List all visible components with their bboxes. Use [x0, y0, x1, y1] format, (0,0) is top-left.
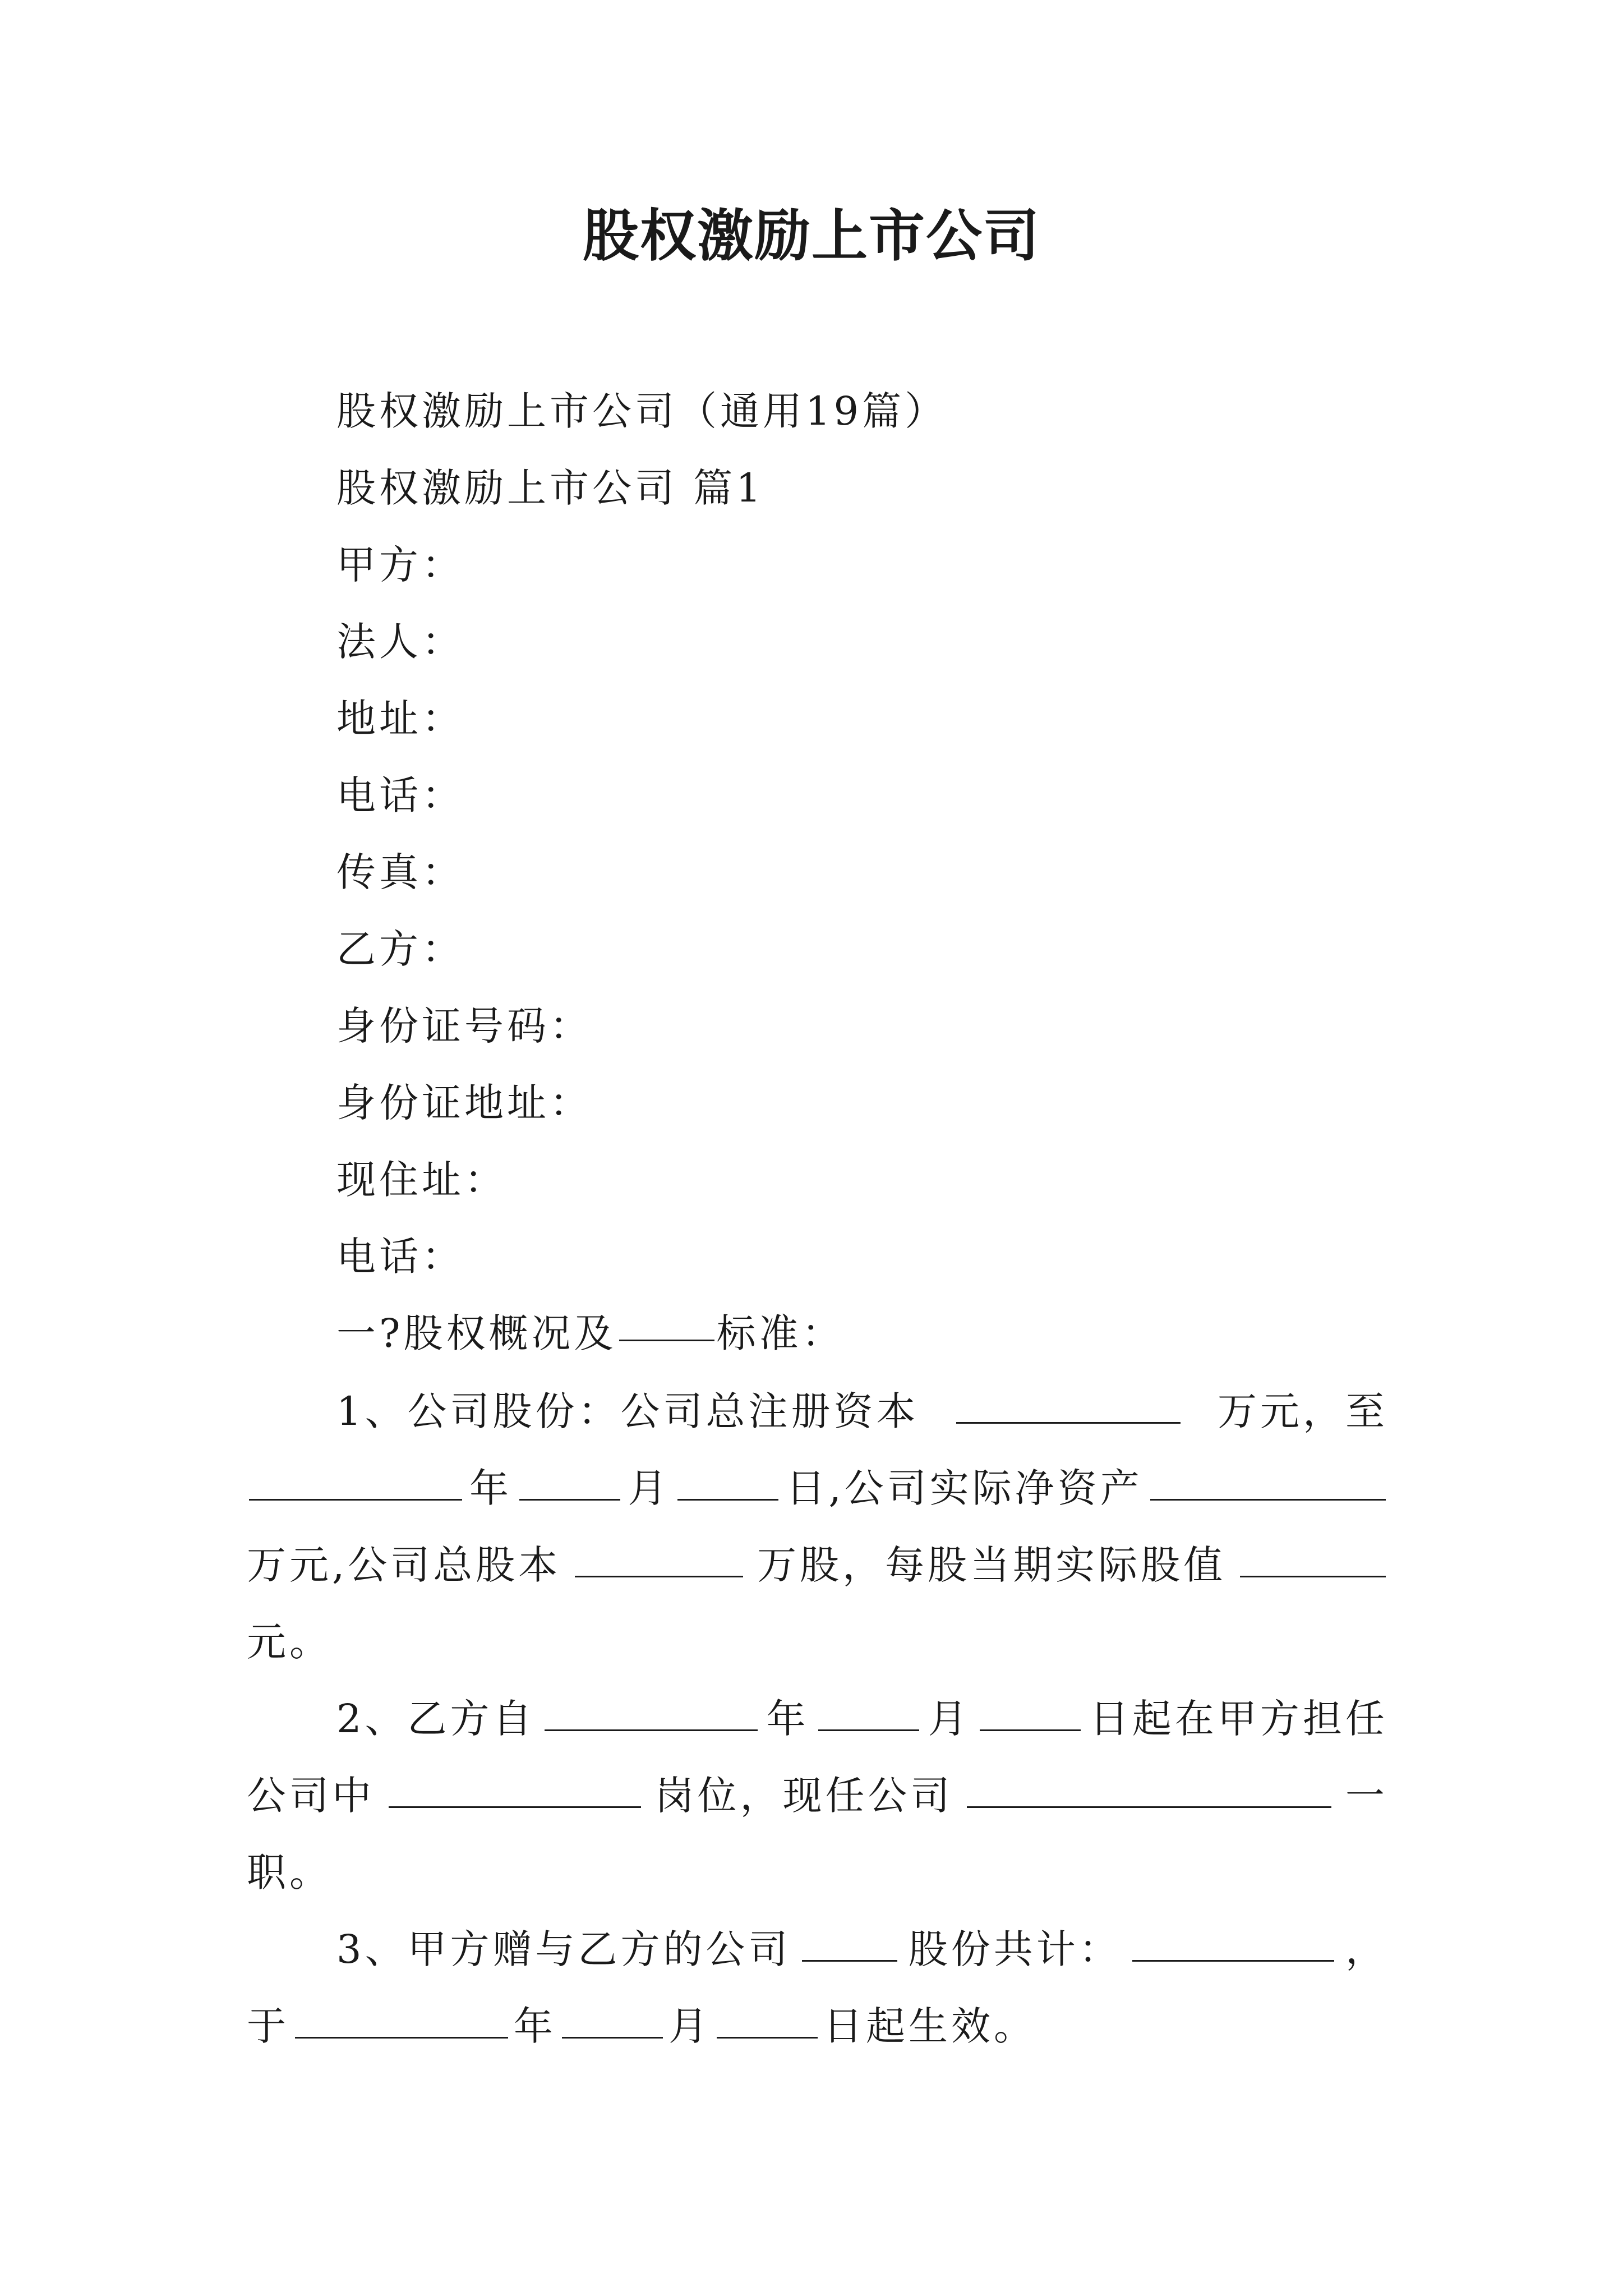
clause-heading-prefix: 一?股权概况及: [336, 1310, 617, 1356]
clause-1-text: 万元,公司总股本: [247, 1542, 561, 1588]
month-blank[interactable]: [818, 1696, 919, 1731]
clause-2-line-3: [247, 1834, 1388, 1911]
party-a-address: 地址：: [336, 696, 464, 742]
clause-2: [247, 1681, 1388, 1911]
clause-1-line-2: [247, 1450, 1388, 1527]
clause-1-text: 月: [628, 1465, 671, 1511]
clause-2-text: 职。: [247, 1849, 332, 1895]
clause-1: [247, 1373, 1388, 1681]
year-blank[interactable]: [545, 1696, 758, 1731]
party-b-phone: 电话：: [336, 1234, 464, 1280]
party-a-label: 甲方：: [336, 542, 464, 588]
clause-1-text: 日,公司实际净资产: [786, 1465, 1143, 1511]
clause-3-line-2: [247, 1988, 1388, 2065]
month-blank[interactable]: [562, 2003, 663, 2039]
blank-field[interactable]: [619, 1306, 714, 1341]
clause-2-line-1: [247, 1681, 1388, 1757]
party-b-id-address: 身份证地址：: [336, 1080, 592, 1126]
year-blank[interactable]: [249, 1465, 462, 1501]
registered-capital-blank[interactable]: [956, 1388, 1181, 1424]
clause-1-line-3: [247, 1527, 1388, 1604]
department-blank[interactable]: [389, 1773, 641, 1808]
clause-3-text: 月: [668, 2003, 711, 2049]
clause-2-text: 一: [1345, 1773, 1388, 1819]
document-title: 股权激励上市公司: [583, 203, 1040, 269]
clause-heading-suffix: 标准：: [716, 1310, 845, 1356]
month-blank[interactable]: [519, 1465, 620, 1501]
share-value-blank[interactable]: [1240, 1542, 1386, 1577]
total-shares-blank[interactable]: [575, 1542, 743, 1577]
clause-3-text: 年: [514, 2003, 556, 2049]
clause-1-text: 万元，至: [1217, 1388, 1388, 1434]
clause-3-text: 于: [247, 2003, 289, 2049]
clause-3-text: 3、甲方赠与乙方的公司: [336, 1926, 791, 1972]
clause-1-line-1: [247, 1373, 1388, 1450]
party-a-phone: 电话：: [336, 772, 464, 818]
party-b-id-number: 身份证号码：: [336, 1003, 592, 1049]
clause-2-line-2: [247, 1757, 1388, 1834]
clause-2-text: 日起在甲方担任: [1089, 1696, 1388, 1742]
clause-2-text: 公司中: [247, 1773, 375, 1819]
section-heading: 股权激励上市公司 篇1: [336, 465, 764, 511]
clause-3-line-1: [247, 1911, 1388, 1988]
day-blank[interactable]: [717, 2003, 818, 2039]
party-a-fax: 传真：: [336, 849, 464, 895]
party-b-label: 乙方：: [336, 926, 464, 972]
clause-3-text: 日起生效。: [823, 2003, 1036, 2049]
share-count-blank[interactable]: [1132, 1926, 1334, 1962]
clause-2-text: 岗位，现任公司: [654, 1773, 953, 1819]
year-blank[interactable]: [295, 2003, 508, 2039]
clause-2-text: 月: [928, 1696, 971, 1742]
party-b-current-address: 现住址：: [336, 1157, 507, 1203]
clause-heading: [336, 1305, 845, 1361]
clause-1-text: 年: [469, 1465, 513, 1511]
clause-3-text: 股份共计：: [908, 1926, 1122, 1972]
clause-1-text: 元。: [247, 1619, 332, 1665]
document-subtitle: 股权激励上市公司（通用19篇）: [336, 388, 948, 434]
net-assets-blank[interactable]: [1150, 1465, 1386, 1501]
party-a-legal-person: 法人：: [336, 619, 464, 665]
clause-2-text: 年: [766, 1696, 809, 1742]
position-blank[interactable]: [967, 1773, 1331, 1808]
clause-3: [247, 1911, 1388, 2065]
day-blank[interactable]: [677, 1465, 778, 1501]
clause-1-line-4: [247, 1604, 1388, 1681]
share-type-blank[interactable]: [802, 1926, 897, 1962]
day-blank[interactable]: [980, 1696, 1081, 1731]
clause-1-text: 1、公司股份：公司总注册资本: [336, 1388, 919, 1434]
clause-1-text: 万股，每股当期实际股值: [757, 1542, 1227, 1588]
clause-2-text: 2、乙方自: [336, 1696, 536, 1742]
clause-3-text: ，: [1345, 1926, 1388, 1972]
